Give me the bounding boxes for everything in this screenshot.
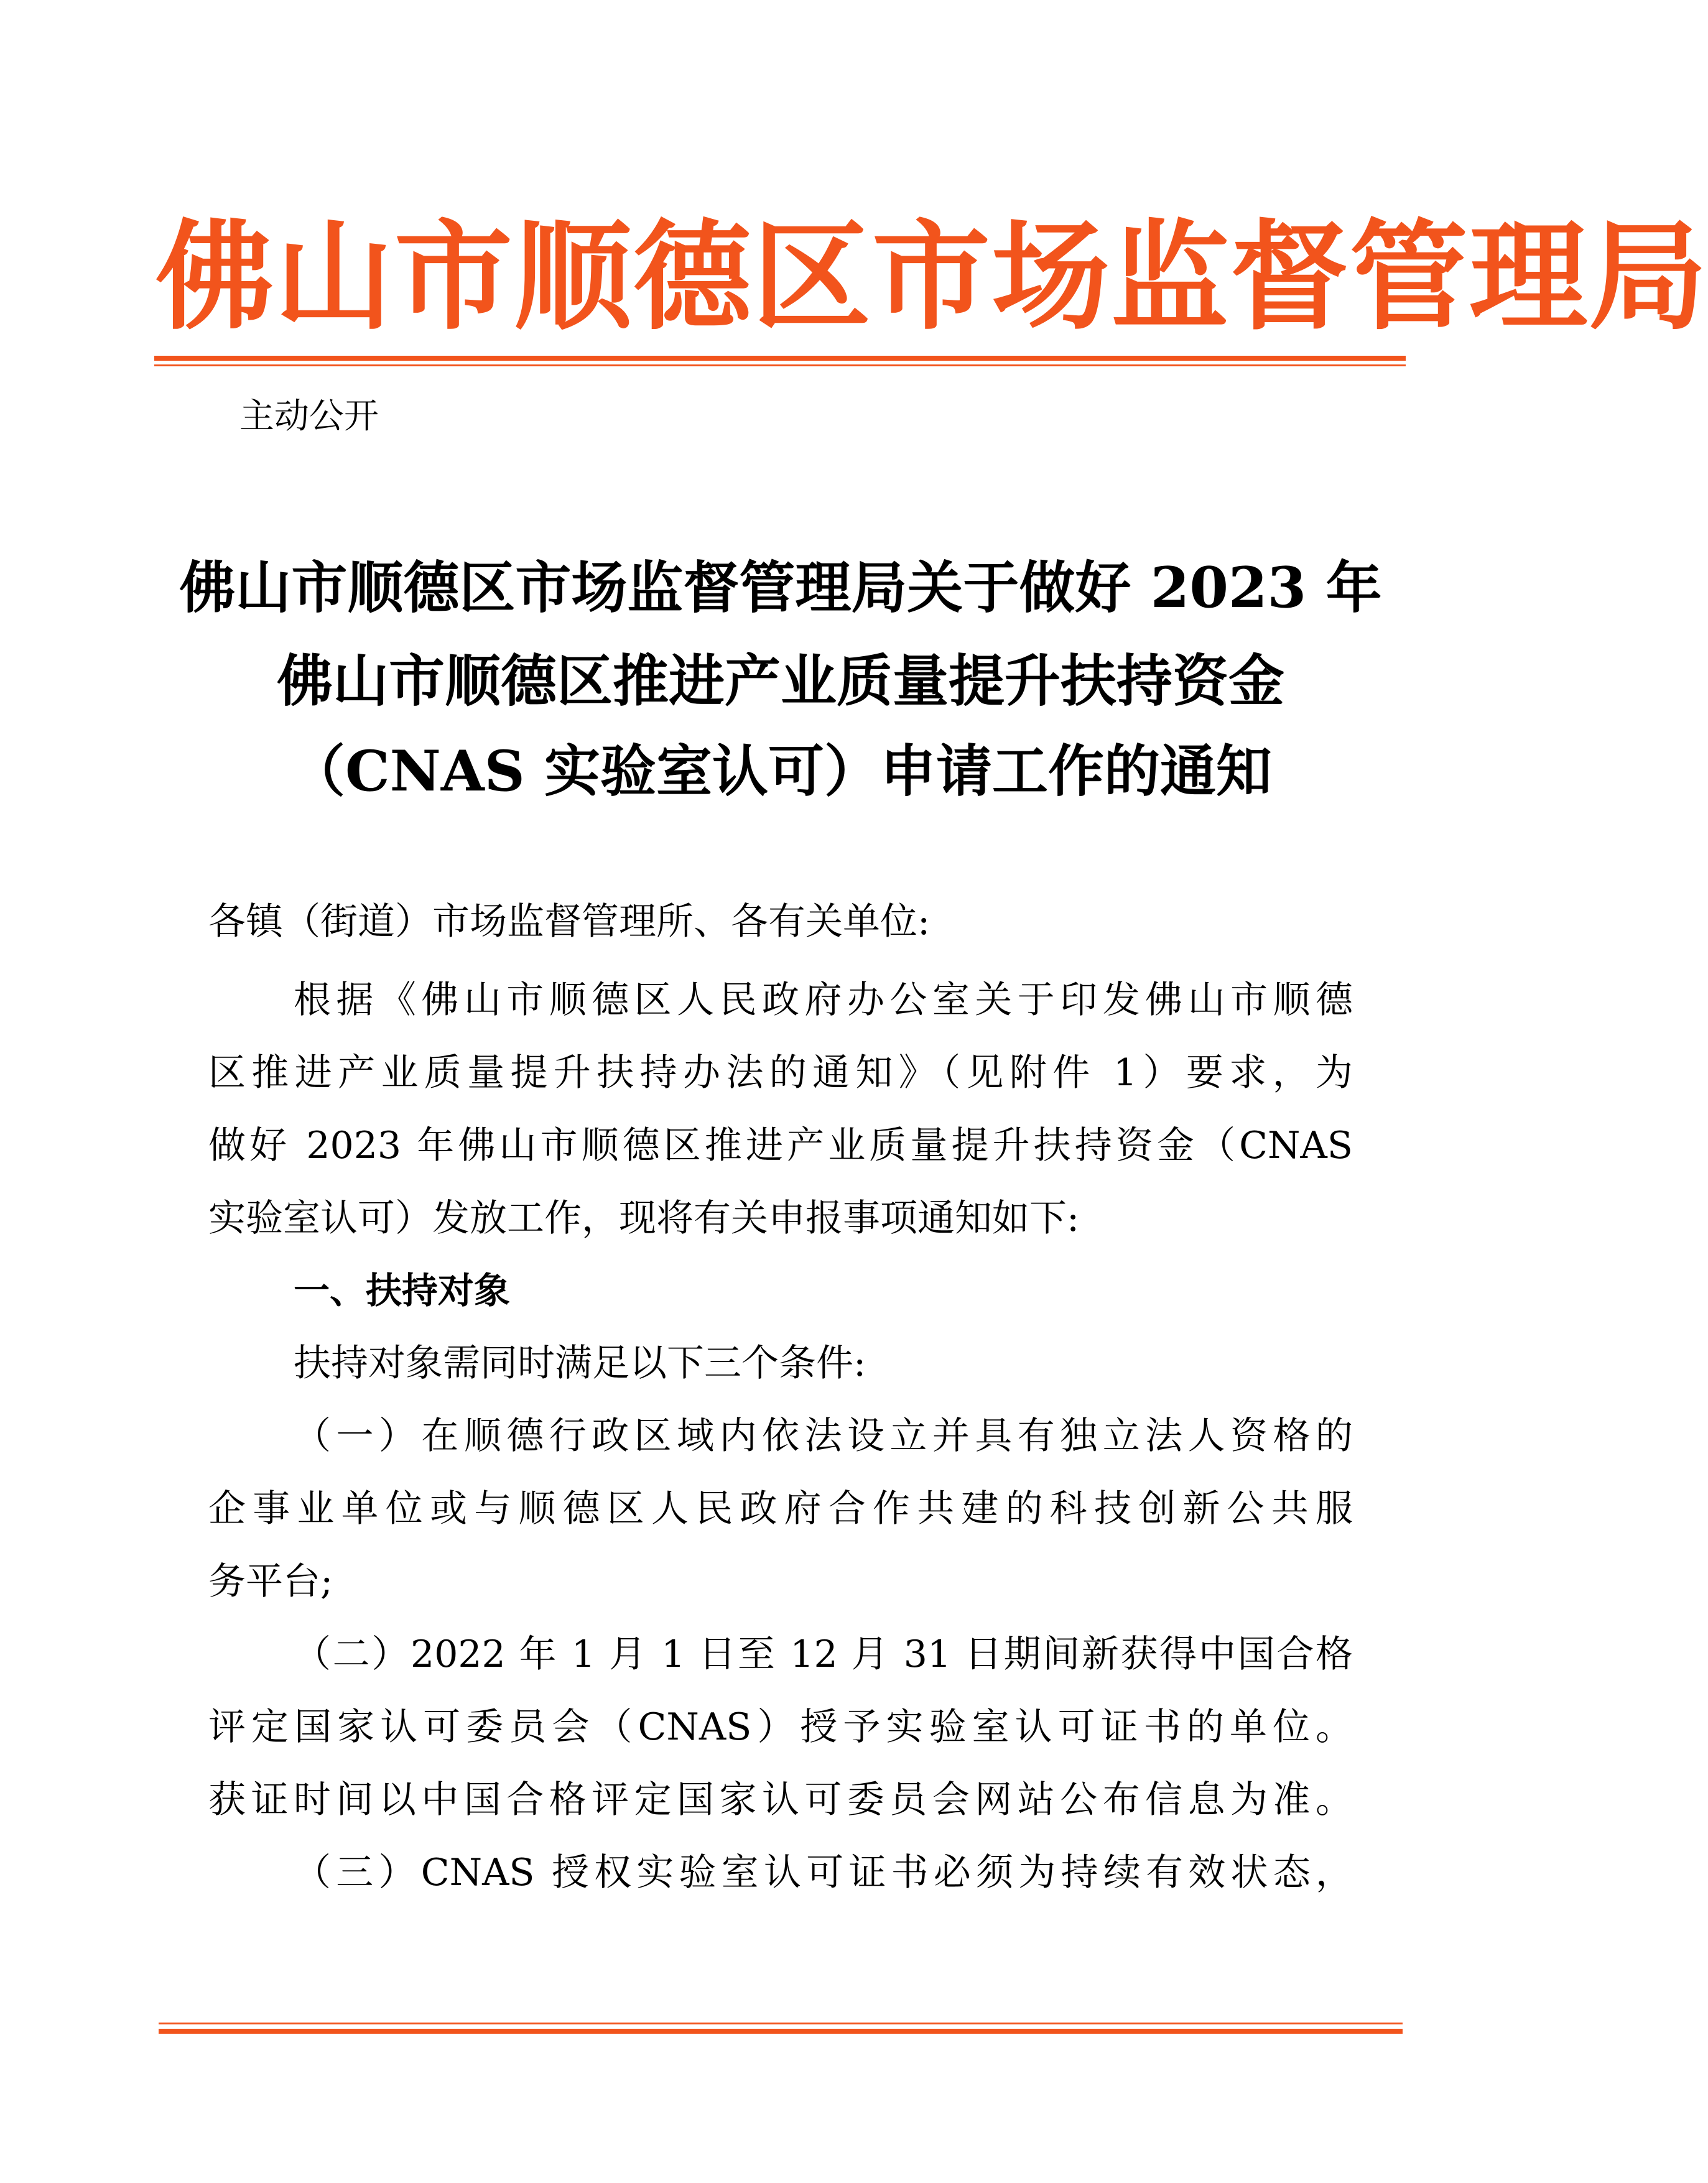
masthead-divider [154, 356, 1406, 361]
document-title-line-1: 佛山市顺德区市场监督管理局关于做好 2023 年 [179, 555, 1382, 621]
intro-paragraph-line: 做好 2023 年佛山市顺德区推进产业质量提升扶持资金（CNAS [208, 1124, 1353, 1167]
section-lead: 扶持对象需同时满足以下三个条件: [294, 1342, 866, 1385]
document-title-line-2: 佛山市顺德区推进产业质量提升扶持资金 [277, 648, 1284, 714]
condition-2-line: 获证时间以中国合格评定国家认可委员会网站公布信息为准。 [208, 1778, 1353, 1822]
intro-paragraph-line: 区推进产业质量提升扶持办法的通知》（见附件 1）要求，为 [208, 1051, 1353, 1095]
condition-2-line: 评定国家认可委员会（CNAS）授予实验室认可证书的单位。 [208, 1705, 1353, 1749]
masthead-org-name: 佛山市顺德区市场监督管理局 [155, 207, 1708, 346]
condition-3-line: （三）CNAS 授权实验室认可证书必须为持续有效状态， [294, 1851, 1353, 1894]
section-heading: 一、扶持对象 [294, 1269, 511, 1312]
footer-divider-thin [159, 2023, 1403, 2024]
condition-1-line: 务平台; [208, 1560, 333, 1603]
masthead-divider-thin [154, 364, 1406, 366]
disclosure-label: 主动公开 [239, 396, 379, 437]
condition-1-line: （一）在顺德行政区域内依法设立并具有独立法人资格的 [294, 1414, 1353, 1458]
footer-divider [159, 2029, 1403, 2034]
document-title-line-3: （CNAS 实验室认可）申请工作的通知 [289, 738, 1273, 804]
condition-1-line: 企事业单位或与顺德区人民政府合作共建的科技创新公共服 [208, 1487, 1353, 1531]
intro-paragraph-line: 实验室认可）发放工作，现将有关申报事项通知如下: [208, 1197, 1080, 1240]
intro-paragraph-line: 根据《佛山市顺德区人民政府办公室关于印发佛山市顺德 [294, 978, 1353, 1022]
condition-2-line: （二）2022 年 1 月 1 日至 12 月 31 日期间新获得中国合格 [294, 1633, 1353, 1676]
salutation: 各镇（街道）市场监督管理所、各有关单位: [208, 900, 931, 943]
